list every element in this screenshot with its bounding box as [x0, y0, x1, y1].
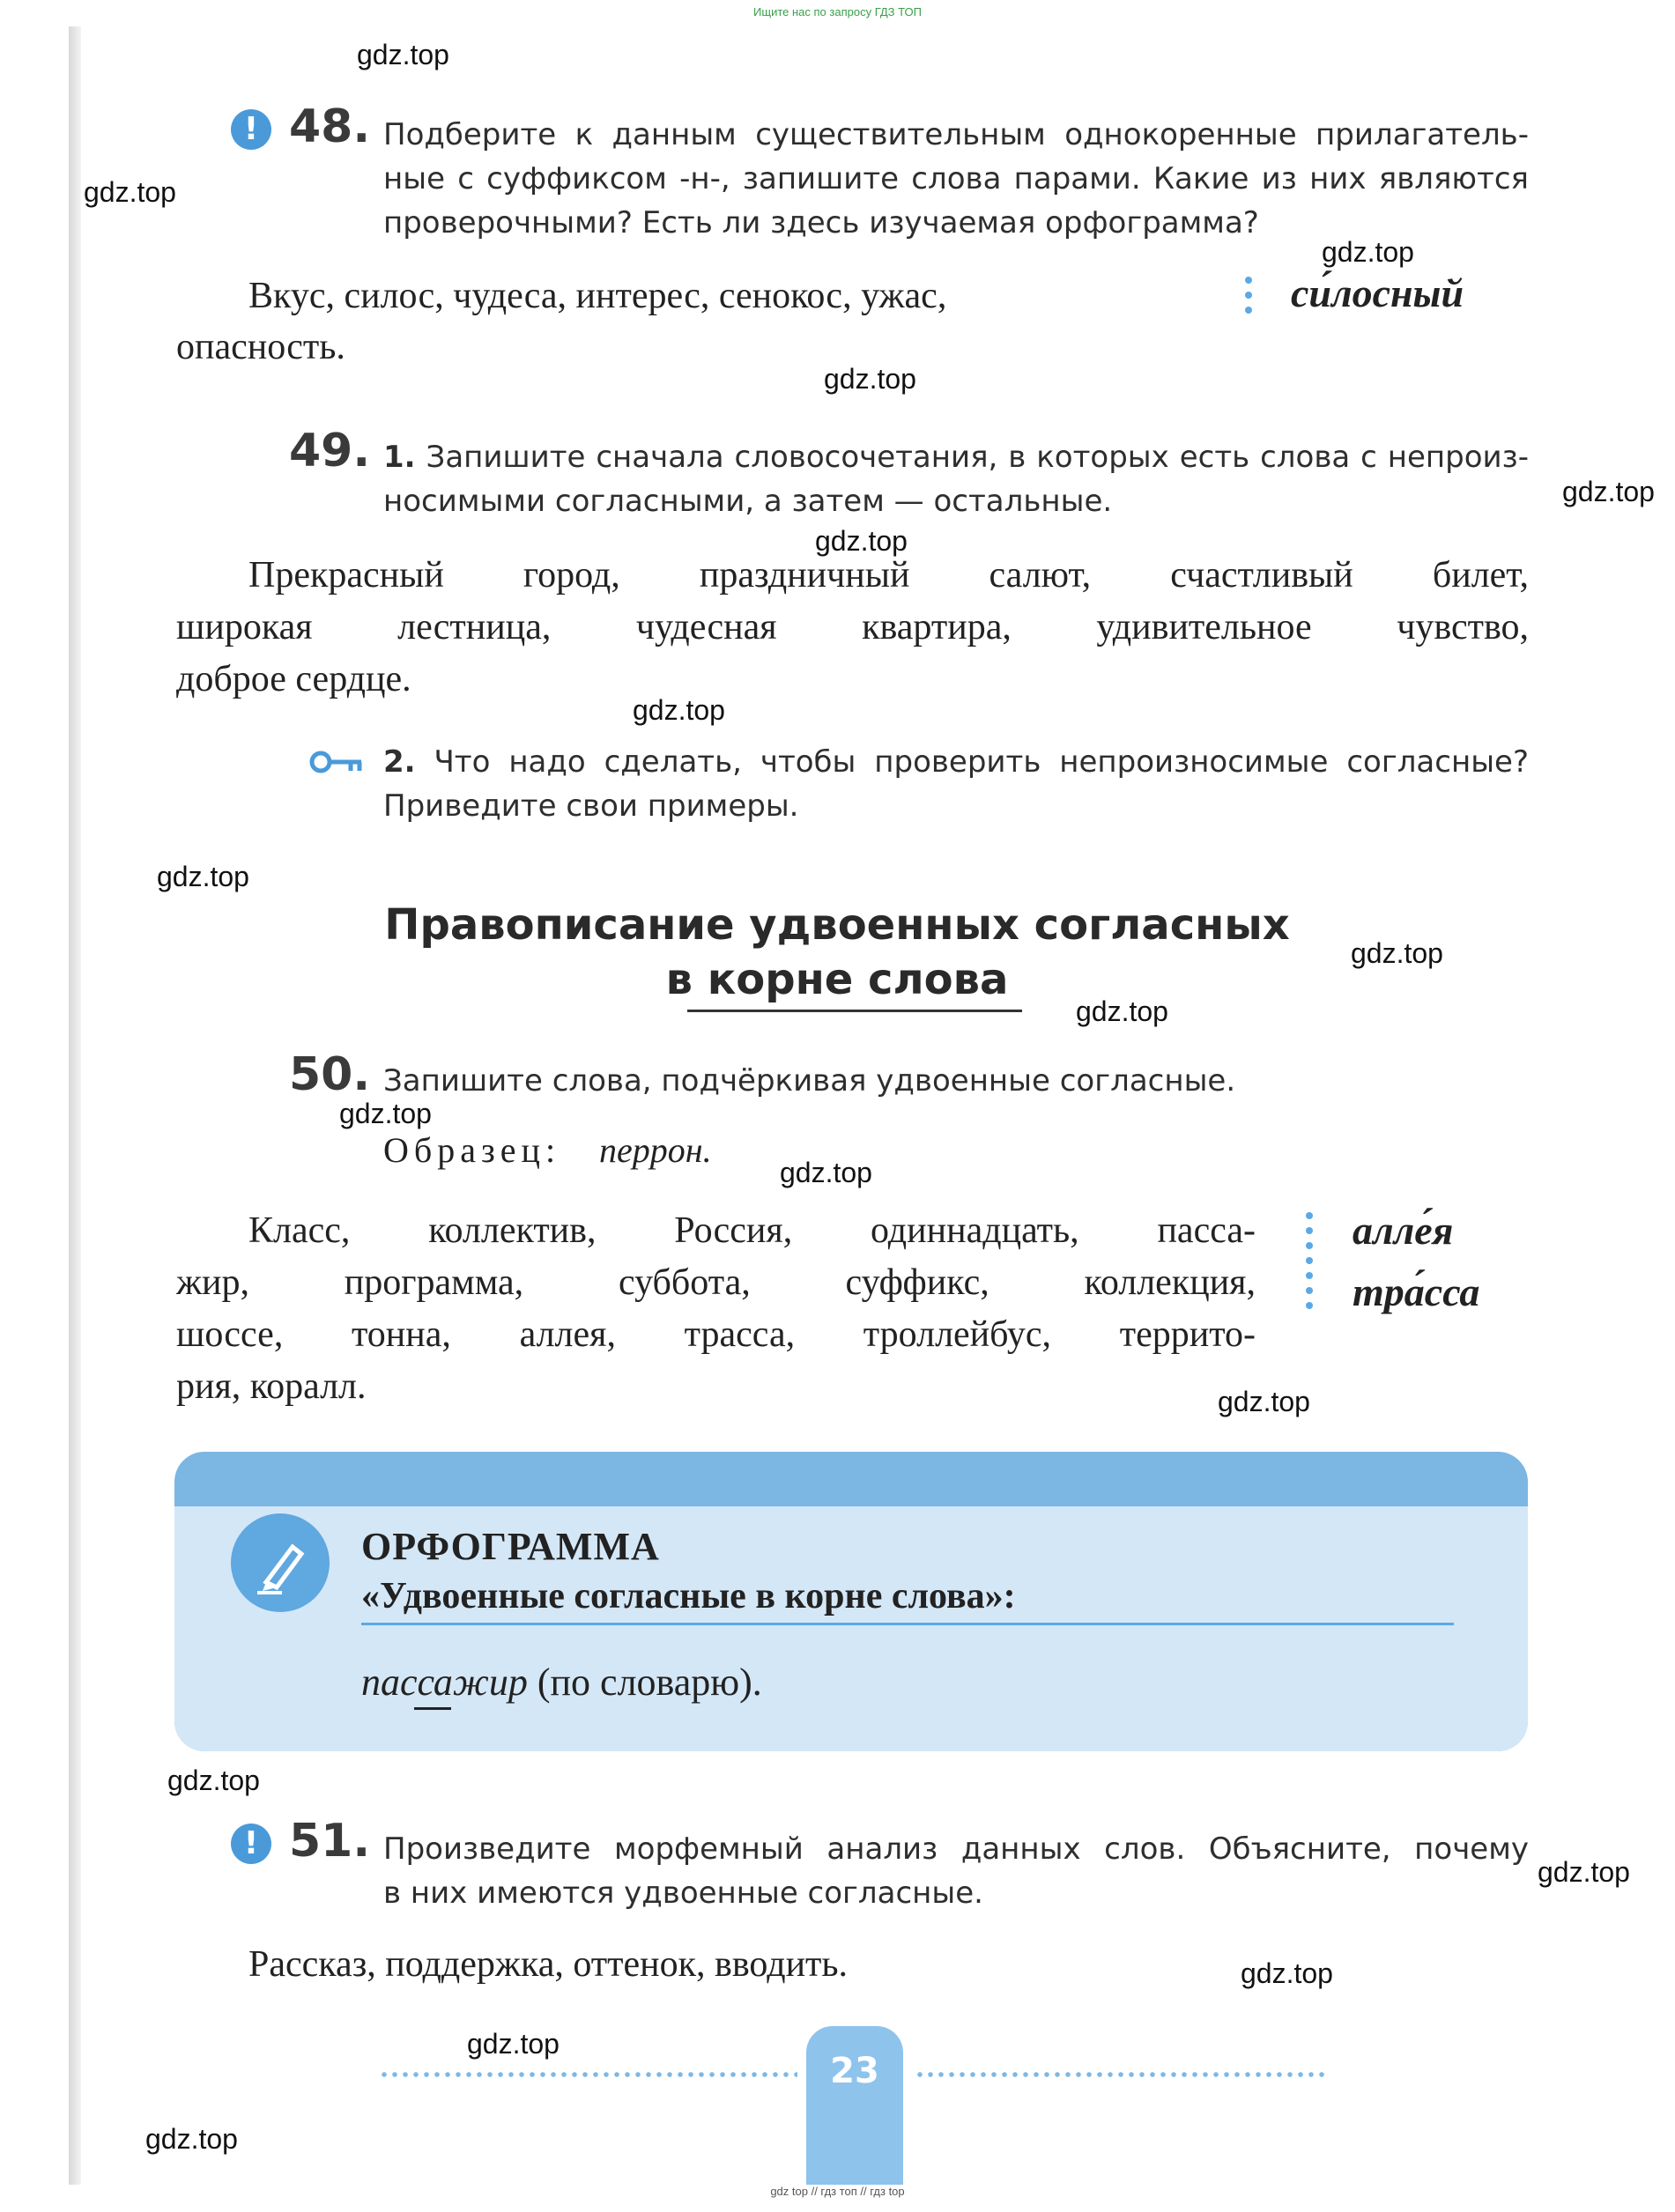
exercise-51-task	[383, 1827, 1529, 1915]
watermark: gdz.top	[1562, 476, 1655, 507]
page-number-tab	[806, 2026, 903, 2185]
task-line	[383, 435, 1529, 479]
watermark: gdz.top	[357, 39, 449, 70]
exercise-48-task	[383, 113, 1529, 245]
exercise-number: 50.	[289, 1048, 371, 1101]
watermark: gdz.top	[167, 1764, 260, 1796]
task-text: Запишите сначала словосочетания, в которых есть слова с непроиз-	[426, 440, 1529, 475]
heading-underline	[687, 1010, 1022, 1012]
words-line: широкая лестница, чудесная квартира, удивительное чувство,	[176, 607, 1529, 647]
orfogramma-rule: «Удвоенные согласные в корне слова»:	[361, 1576, 1016, 1616]
watermark: gdz.top	[339, 1098, 432, 1129]
watermark: gdz.top	[84, 176, 176, 208]
watermark: gdz.top	[824, 363, 916, 395]
exercise-50-words	[176, 1205, 1256, 1413]
dotted-separator	[1306, 1212, 1313, 1317]
key-icon	[308, 749, 365, 775]
dotted-separator	[1245, 277, 1252, 322]
task-line: Произведите морфемный анализ данных слов. Объясните, почему	[383, 1831, 1529, 1867]
task-line: ные с суффиксом -н-, запишите слова парами. Какие из них являются	[383, 161, 1529, 196]
watermark: gdz.top	[157, 861, 249, 892]
example-note: (по словарю).	[527, 1661, 762, 1704]
task-line	[383, 740, 1529, 784]
side-word: алле́я	[1353, 1208, 1454, 1253]
exercise-number: 51.	[289, 1815, 371, 1868]
task-line: в них имеются удвоенные согласные.	[383, 1875, 983, 1911]
top-note: Ищите нас по запросу ГДЗ ТОП	[753, 5, 922, 18]
exercise-51-words: Рассказ, поддержка, оттенок, вводить.	[248, 1944, 849, 1985]
watermark: gdz.top	[1241, 1957, 1333, 1989]
sample-label: Образец:	[383, 1130, 561, 1170]
words-line: рия, коралл.	[176, 1366, 367, 1407]
watermark: gdz.top	[1351, 937, 1443, 969]
task-line: Подберите к данным существительным однокоренные прилагатель-	[383, 117, 1529, 152]
task-text: Что надо сделать, чтобы проверить непроизносимые согласные?	[434, 744, 1530, 780]
exercise-48-words: Вкус, силос, чудеса, интерес, сенокос, ужас,	[248, 276, 947, 316]
page-edge	[69, 26, 81, 2185]
exercise-49-task-2	[383, 740, 1529, 828]
pen-nib-icon	[231, 1513, 330, 1612]
sample-word: перрон.	[599, 1130, 712, 1170]
attention-icon: !	[231, 1824, 271, 1864]
words-line: Прекрасный город, праздничный салют, счастливый билет,	[248, 555, 1529, 596]
subtask-number: 1.	[383, 440, 416, 475]
orfogramma-divider	[361, 1623, 1454, 1625]
watermark: gdz.top	[467, 2028, 560, 2060]
exercise-49-task-1	[383, 435, 1529, 523]
watermark: gdz.top	[145, 2123, 238, 2155]
attention-icon: !	[231, 109, 271, 150]
exercise-48-words: опасность.	[176, 327, 345, 367]
orfogramma-example	[361, 1660, 762, 1705]
double-letter-underline	[414, 1707, 451, 1710]
watermark: gdz.top	[1322, 236, 1414, 268]
task-line: Приведите свои примеры.	[383, 788, 799, 824]
subtask-number: 2.	[383, 744, 416, 780]
section-heading: в корне слова	[665, 955, 1009, 1004]
exercise-49-words	[176, 550, 1529, 706]
side-word: си́лосный	[1291, 270, 1464, 315]
page-number: 23	[830, 2051, 879, 2091]
words-line: шоссе, тонна, аллея, трасса, троллейбус, террито-	[176, 1314, 1256, 1355]
watermark: gdz.top	[633, 694, 725, 726]
dotted-rule	[915, 2072, 1329, 2077]
bottom-note: gdz top // гдз топ // гдз top	[770, 2185, 905, 2198]
watermark: gdz.top	[1218, 1386, 1310, 1417]
task-line: проверочными? Есть ли здесь изучаемая орфограмма?	[383, 205, 1259, 240]
words-line: жир, программа, суббота, суффикс, коллекция,	[176, 1262, 1256, 1303]
watermark: gdz.top	[1076, 995, 1168, 1027]
words-line: Класс, коллектив, Россия, одиннадцать, пасса-	[248, 1210, 1256, 1251]
orfogramma-title: ОРФОГРАММА	[361, 1525, 660, 1568]
watermark: gdz.top	[1538, 1856, 1630, 1888]
watermark: gdz.top	[815, 525, 908, 557]
dotted-rule	[379, 2072, 797, 2077]
exercise-50-task: Запишите слова, подчёркивая удвоенные согласные.	[383, 1063, 1236, 1099]
exercise-number: 48.	[289, 100, 371, 153]
section-heading: Правописание удвоенных согласных	[384, 900, 1290, 950]
example-word: пассажир	[361, 1661, 528, 1704]
exercise-number: 49.	[289, 425, 371, 477]
side-word: тра́сса	[1353, 1269, 1480, 1314]
words-line: доброе сердце.	[176, 659, 411, 699]
task-line: носимыми согласными, а затем — остальные.	[383, 484, 1113, 519]
watermark: gdz.top	[780, 1157, 872, 1188]
